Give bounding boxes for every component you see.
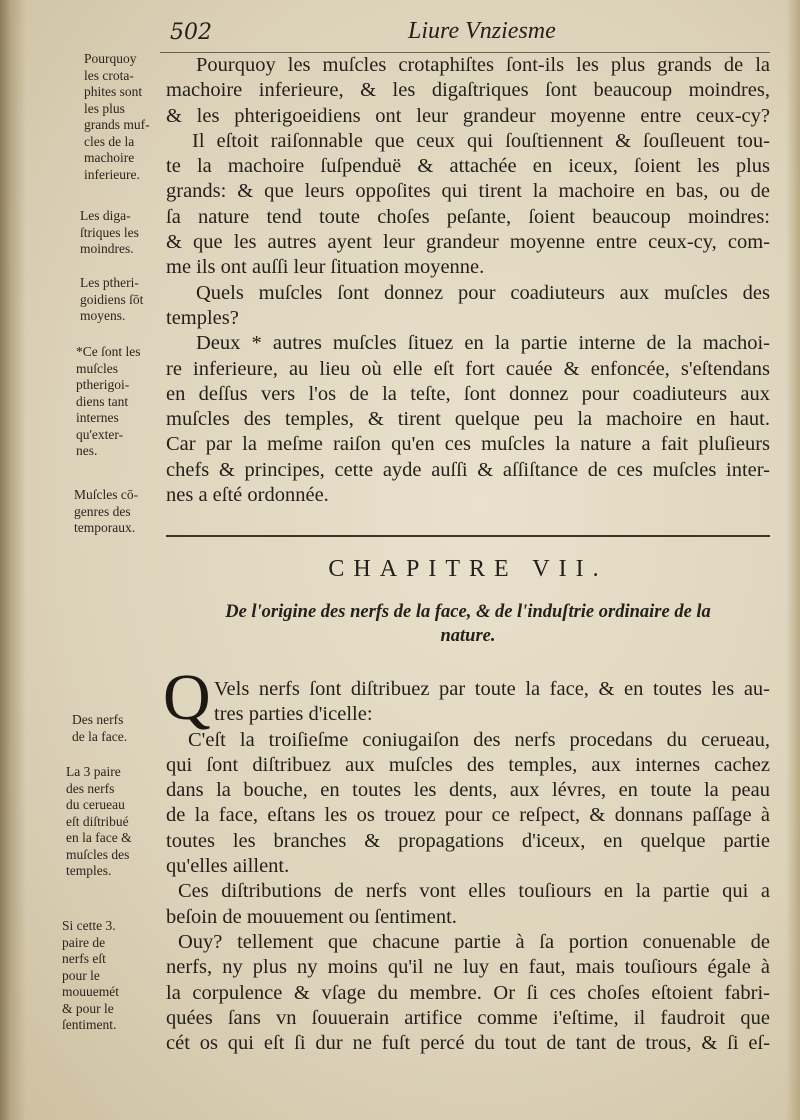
margin-line: grands muf- [84, 117, 150, 132]
margin-line: temples. [66, 863, 112, 878]
margin-line: temporaux. [74, 520, 136, 535]
section-divider [166, 535, 770, 537]
margin-line: goidiens ſōt [80, 291, 144, 307]
chapter-subtitle-line: nature. [440, 626, 496, 646]
margin-line: Si cette 3. [62, 918, 116, 933]
margin-line: nes. [76, 443, 98, 458]
margin-line: Les diga- [80, 208, 131, 223]
margin-note-congeneres [74, 487, 138, 537]
text-line: dans la bouche, en toutes les dents, aux lévres, en toute la peau [166, 779, 770, 802]
page-edge-shadow [786, 0, 800, 1120]
margin-line: machoire [84, 150, 135, 165]
text-line: C'eſt la troiſieſme coniugaiſon des nerfs procedans du cerueau, [188, 728, 770, 751]
text-line: tres parties d'icelle: [214, 703, 373, 726]
text-line: me ils ont auſſi leur ſituation moyenne. [166, 256, 485, 279]
lower-body-text [166, 677, 770, 1056]
text-line: nes a eſté ordonnée. [166, 484, 329, 507]
margin-note-troisieme-paire [66, 764, 132, 880]
margin-line: ſtriques les [80, 224, 139, 240]
text-line: la corpulence & vſage du membre. Or ſi ces choſes eſtoient fabri- [166, 981, 770, 1004]
margin-line: muſcles des [66, 846, 130, 862]
text-line: & les phterigoeidiens ont leur grandeur moyenne entre ceux-cy? [166, 104, 770, 127]
margin-line: phites sont [84, 84, 143, 99]
margin-line: mouuemét [62, 984, 119, 999]
margin-line: de la face. [72, 728, 128, 744]
text-line: qui ſont diſtribuez aux muſcles des temples, aux internes cachez [166, 753, 770, 776]
text-line: temples? [166, 306, 239, 329]
margin-line: ſentiment. [62, 1017, 117, 1032]
margin-line: moindres. [80, 241, 134, 256]
margin-line: Pourquoy [84, 51, 137, 66]
text-line: ſa nature tend toute choſes peſante, ſoient beaucoup moindres: [166, 205, 770, 228]
margin-line: internes [76, 410, 119, 425]
margin-note-ptherigoidiens-internes [76, 344, 141, 460]
text-line: Pourquoy les muſcles crotaphiſtes ſont-ils les plus grands de la [196, 54, 770, 76]
text-line: machoire inferieure, & les digaſtriques ſont beaucoup moindres, [166, 79, 770, 102]
margin-note-mouuement-sentiment [62, 918, 119, 1034]
text-line: Ouy? tellement que chacune partie à ſa portion conuenable de [178, 930, 770, 953]
margin-line: inferieure. [84, 166, 140, 182]
margin-line: les crota- [84, 67, 134, 83]
text-line: nerfs, ny plus ny moins qu'il ne luy en faut, mais touſiours égale à [166, 956, 770, 979]
margin-note-crotaphites [84, 51, 150, 183]
text-line: muſcles des temples, & tirent quelque peu la machoire en haut. [166, 408, 770, 431]
margin-line: muſcles [76, 360, 118, 376]
margin-line: nerfs eſt [62, 951, 106, 966]
upper-body-text [166, 53, 770, 508]
text-line: Car par la meſme raiſon qu'en ces muſcles la nature a fait pluſieurs [166, 433, 770, 456]
margin-line: en la face & [66, 830, 132, 845]
margin-line: moyens. [80, 308, 126, 323]
margin-line: pour le [62, 967, 100, 983]
margin-line: Muſcles cō- [74, 487, 139, 502]
margin-line: eſt diſtribué [66, 813, 129, 829]
text-line: te la machoire ſuſpenduë & attachée en iceux, ſoient les plus [166, 155, 770, 178]
text-line: Quels muſcles ſont donnez pour coadiuteurs aux muſcles des [196, 281, 770, 304]
text-line: cét os qui eſt ſi dur ne fuſt percé du tout de tant de trous, & ſi eſ- [166, 1032, 770, 1055]
margin-line: cles de la [84, 133, 135, 149]
page-header [160, 18, 770, 53]
margin-line: qu'exter- [76, 426, 124, 442]
text-line: Il eſtoit raiſonnable que ceux qui ſouſtiennent & ſouſleuent tou- [192, 129, 770, 152]
text-line: de la face, eſtans les os trouez pour ce reſpect, & donnans paſſage à [166, 804, 770, 827]
margin-line: La 3 paire [66, 764, 121, 779]
margin-line: *Ce ſont les [76, 344, 141, 359]
text-line: qu'elles aillent. [166, 855, 290, 878]
text-line: beſoin de mouuement ou ſentiment. [166, 905, 457, 928]
chapter-subtitle-line: De l'origine des nerfs de la face, & de l'induſtrie ordinaire de la [225, 602, 711, 622]
page-number: 502 [170, 20, 212, 45]
margin-line: Les ptheri- [80, 275, 139, 290]
text-line: quées ſans vn ſouuerain artifice comme i'eſtime, il faudroit que [166, 1006, 770, 1029]
margin-note-nerfs-face [72, 712, 127, 745]
chapter-title: CHAPITRE VII. [328, 556, 608, 582]
book-spine-shadow [0, 0, 26, 1120]
text-line: grands: & que leurs oppoſites qui tirent la machoire en bas, ou de [166, 180, 770, 203]
margin-line: du cerueau [66, 797, 125, 812]
chapter-subtitle [166, 600, 770, 648]
text-line: Ces diſtributions de nerfs vont elles touſiours en la partie qui a [178, 880, 770, 903]
text-line: & que les autres ayent leur grandeur moyenne entre ceux-cy, com- [166, 231, 770, 254]
margin-line: genres des [74, 503, 131, 519]
text-line: Deux * autres muſcles ſituez en la partie interne de la machoi- [196, 332, 770, 355]
text-line: en deſſus vers l'os de la teſte, ſont donnez pour coadiuteurs aux [166, 382, 770, 405]
running-head: Liure Vnziesme [408, 18, 556, 44]
text-line: Vels nerfs ſont diſtribuez par toute la face, & en toutes les au- [214, 678, 770, 700]
drop-capital: Q [163, 661, 211, 734]
margin-line: des nerfs [66, 780, 115, 796]
margin-line: paire de [62, 934, 106, 950]
text-line: toutes les branches & propagations d'iceux, en quelque partie [166, 829, 770, 852]
margin-line: & pour le [62, 1000, 114, 1016]
margin-note-ptherigoidiens [80, 275, 143, 325]
text-line: chefs & principes, cette ayde auſſi & aſſiſtance de ces muſcles inter- [166, 458, 770, 481]
margin-line: les plus [84, 100, 125, 116]
margin-line: Des nerfs [72, 712, 124, 727]
margin-line: ptherigoi- [76, 377, 130, 392]
margin-note-digastriques [80, 208, 139, 258]
text-line: re inferieure, au lieu où elle eſt fort cauée & enfoncée, s'eſtendans [166, 357, 770, 380]
margin-line: diens tant [76, 393, 129, 409]
